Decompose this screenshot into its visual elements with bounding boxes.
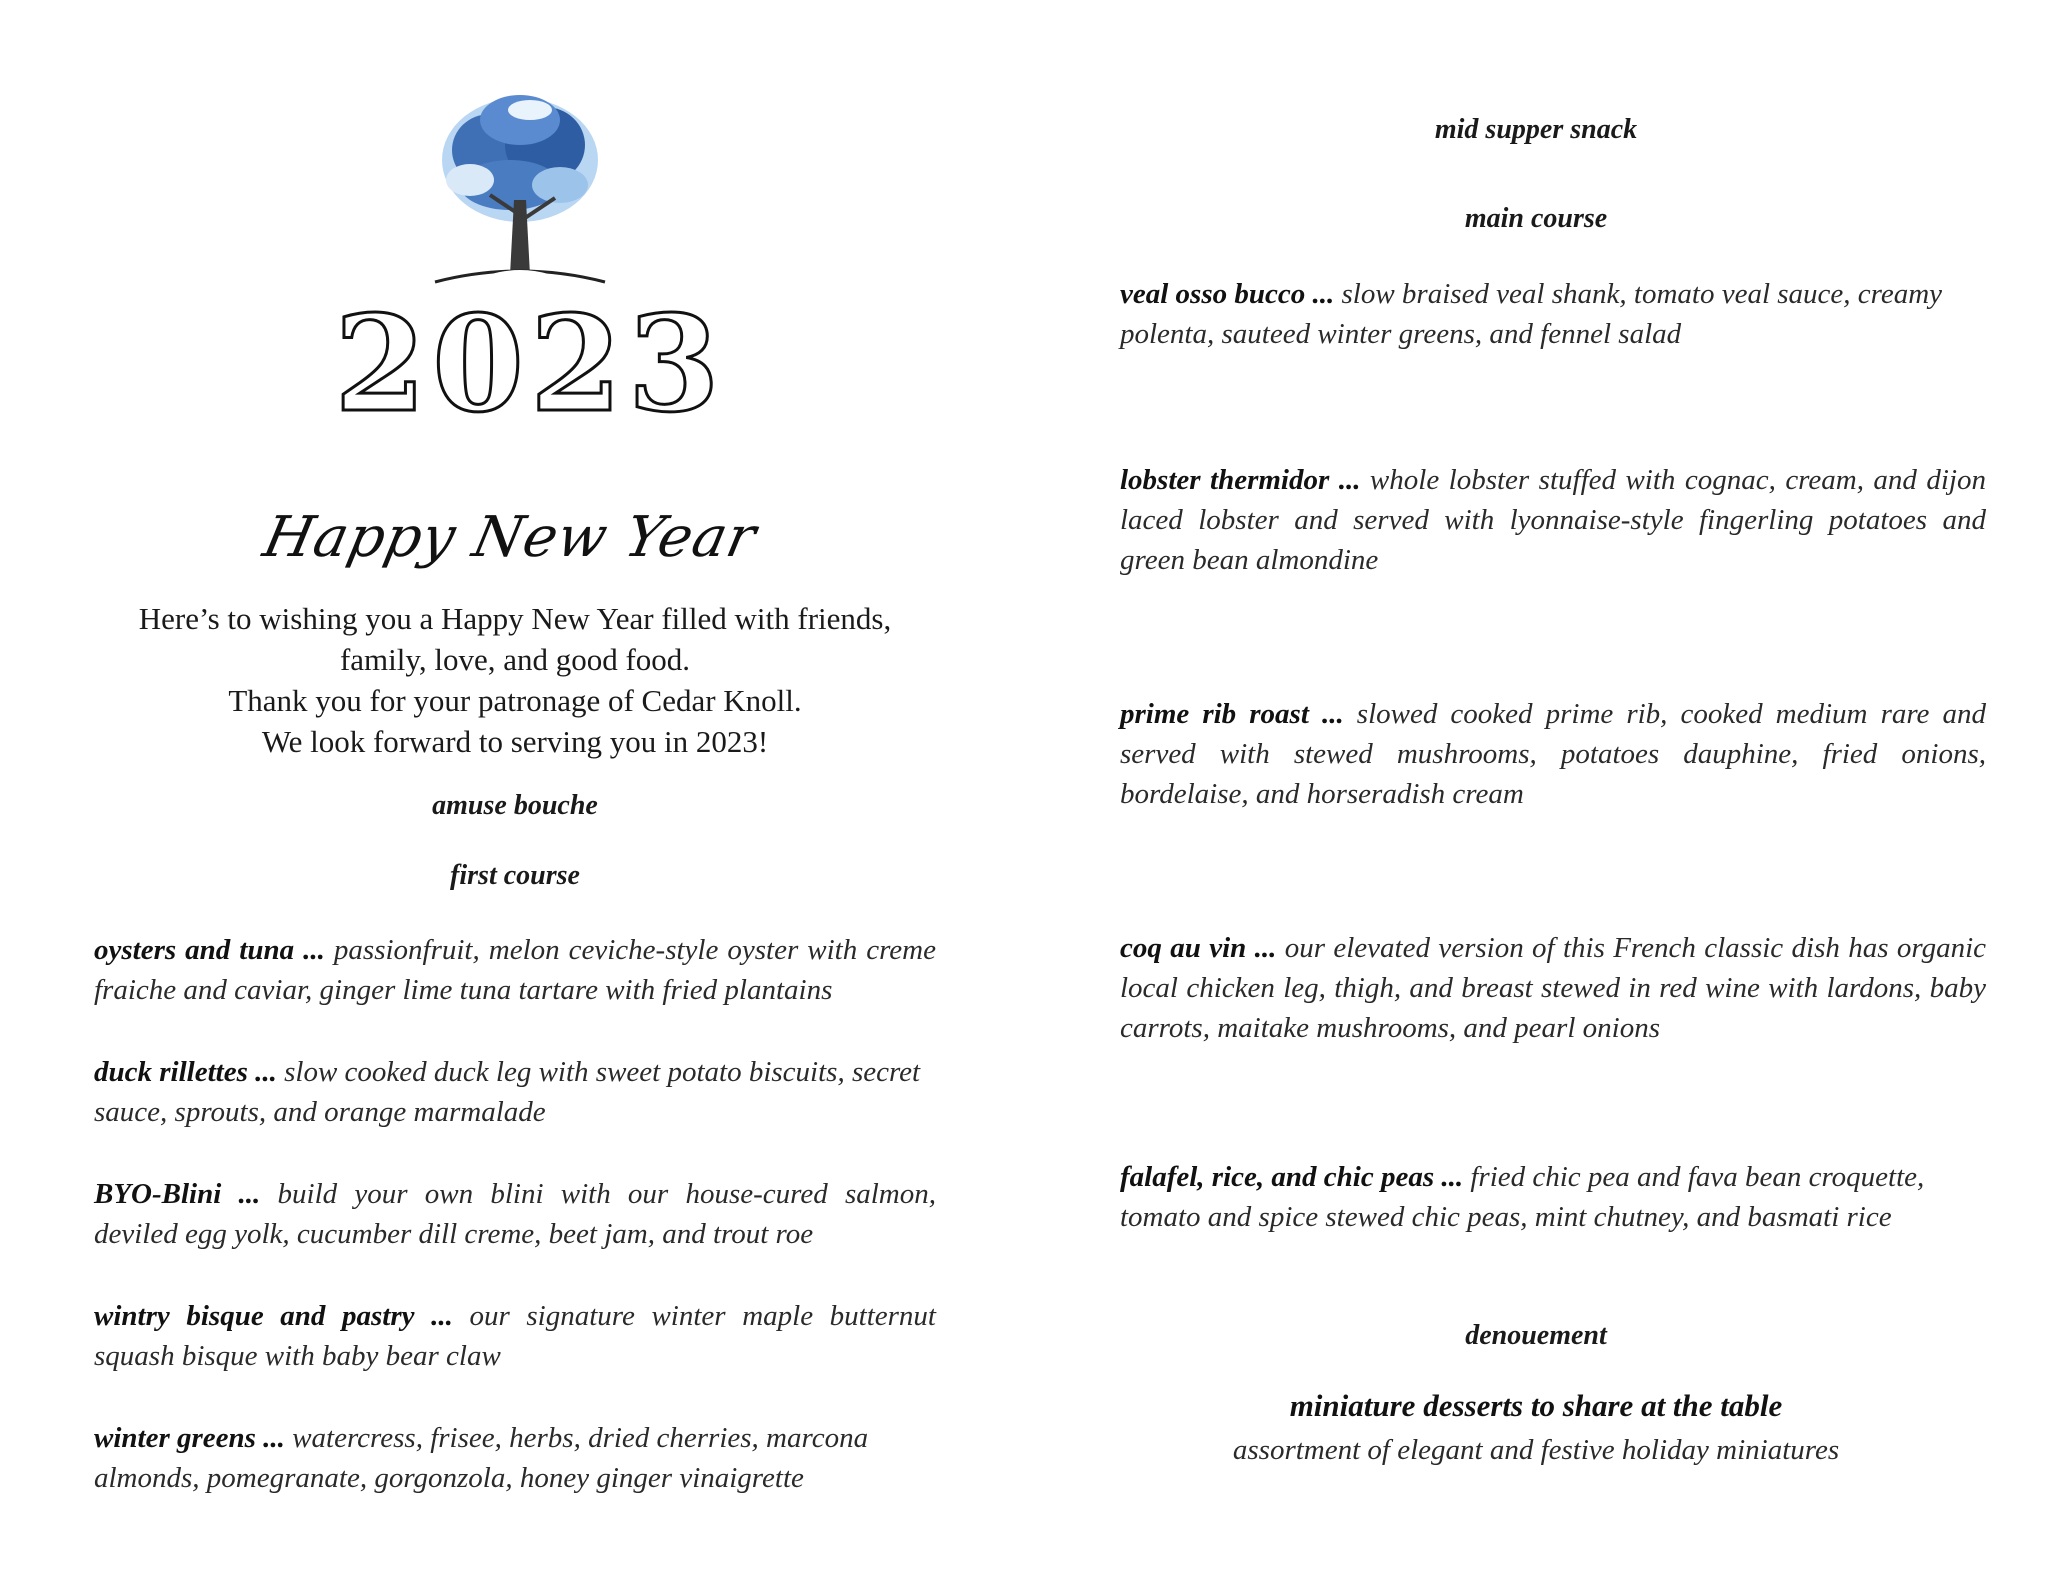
dish-description: passionfruit, melon ceviche-style oyster with creme fraiche and caviar, ginger lime tuna tartare with fried plantains <box>94 934 936 1006</box>
menu-item <box>94 1174 936 1254</box>
dish-description: fried chic pea and fava bean croquette, tomato and spice stewed chic peas, mint chutney, and basmati rice <box>1120 1161 1925 1233</box>
right-page <box>1024 0 2048 1583</box>
dessert-title: miniature desserts to share at the table <box>1289 1388 1783 1423</box>
snowy-tree-icon <box>430 90 610 290</box>
denouement-heading: denouement <box>1465 1320 1607 1351</box>
menu-item <box>1120 928 1986 1048</box>
dish-description: our signature winter maple butternut squash bisque with baby bear claw <box>94 1300 936 1372</box>
dish-description: slowed cooked prime rib, cooked medium rare and served with stewed mushrooms, potatoes dauphine, fried onions, bordelaise, and horseradish cream <box>1120 698 1987 810</box>
intro-line: family, love, and good food. <box>339 642 691 677</box>
dish-name: falafel, rice, and chic peas ... <box>1120 1161 1464 1193</box>
dish-name: veal osso bucco ... <box>1120 278 1335 310</box>
greeting-title: Happy New Year <box>257 505 763 570</box>
menu-item <box>1120 274 1986 354</box>
dish-name: wintry bisque and pastry ... <box>94 1300 453 1332</box>
dish-name: winter greens ... <box>94 1422 285 1454</box>
amuse-bouche-heading: amuse bouche <box>432 790 598 821</box>
menu-item <box>1120 460 1986 580</box>
dish-description: slow cooked duck leg with sweet potato biscuits, secret sauce, sprouts, and orange marmalade <box>94 1056 921 1128</box>
dish-name: BYO-Blini ... <box>94 1178 261 1210</box>
intro-line: Thank you for your patronage of Cedar Knoll. <box>228 683 802 718</box>
menu-item <box>94 1052 936 1132</box>
dish-description: our elevated version of this French classic dish has organic local chicken leg, thigh, and breast stewed in red wine with lardons, baby carrots, maitake mushrooms, and pearl onions <box>1120 932 1986 1044</box>
mid-supper-snack-heading: mid supper snack <box>1434 114 1638 145</box>
menu-item <box>94 1296 936 1376</box>
year-title: 2023 <box>334 287 726 442</box>
menu-item <box>94 930 936 1010</box>
main-course-heading: main course <box>1464 203 1608 234</box>
dish-name: duck rillettes ... <box>94 1056 277 1088</box>
menu-item <box>1120 694 1986 814</box>
intro-line: We look forward to serving you in 2023! <box>261 724 769 759</box>
dish-description: build your own blini with our house-cured salmon, deviled egg yolk, cucumber dill creme, beet jam, and trout roe <box>94 1178 936 1250</box>
dish-name: coq au vin ... <box>1120 932 1277 964</box>
dessert-description: assortment of elegant and festive holiday miniatures <box>1232 1434 1840 1466</box>
first-course-heading: first course <box>450 860 580 891</box>
intro-message <box>90 598 940 762</box>
menu-item <box>94 1418 936 1498</box>
dish-description: slow braised veal shank, tomato veal sauce, creamy polenta, sauteed winter greens, and fennel salad <box>1120 278 1943 350</box>
intro-line: Here’s to wishing you a Happy New Year filled with friends, <box>138 601 892 636</box>
dish-name: lobster thermidor ... <box>1120 464 1361 496</box>
dish-description: whole lobster stuffed with cognac, cream, and dijon laced lobster and served with lyonnaise-style fingerling potatoes and green bean almondine <box>1120 464 1986 576</box>
dish-name: oysters and tuna ... <box>94 934 325 966</box>
menu-item <box>1120 1157 1986 1237</box>
dish-name: prime rib roast ... <box>1120 698 1344 730</box>
dish-description: watercress, frisee, herbs, dried cherries, marcona almonds, pomegranate, gorgonzola, honey ginger vinaigrette <box>94 1422 869 1494</box>
